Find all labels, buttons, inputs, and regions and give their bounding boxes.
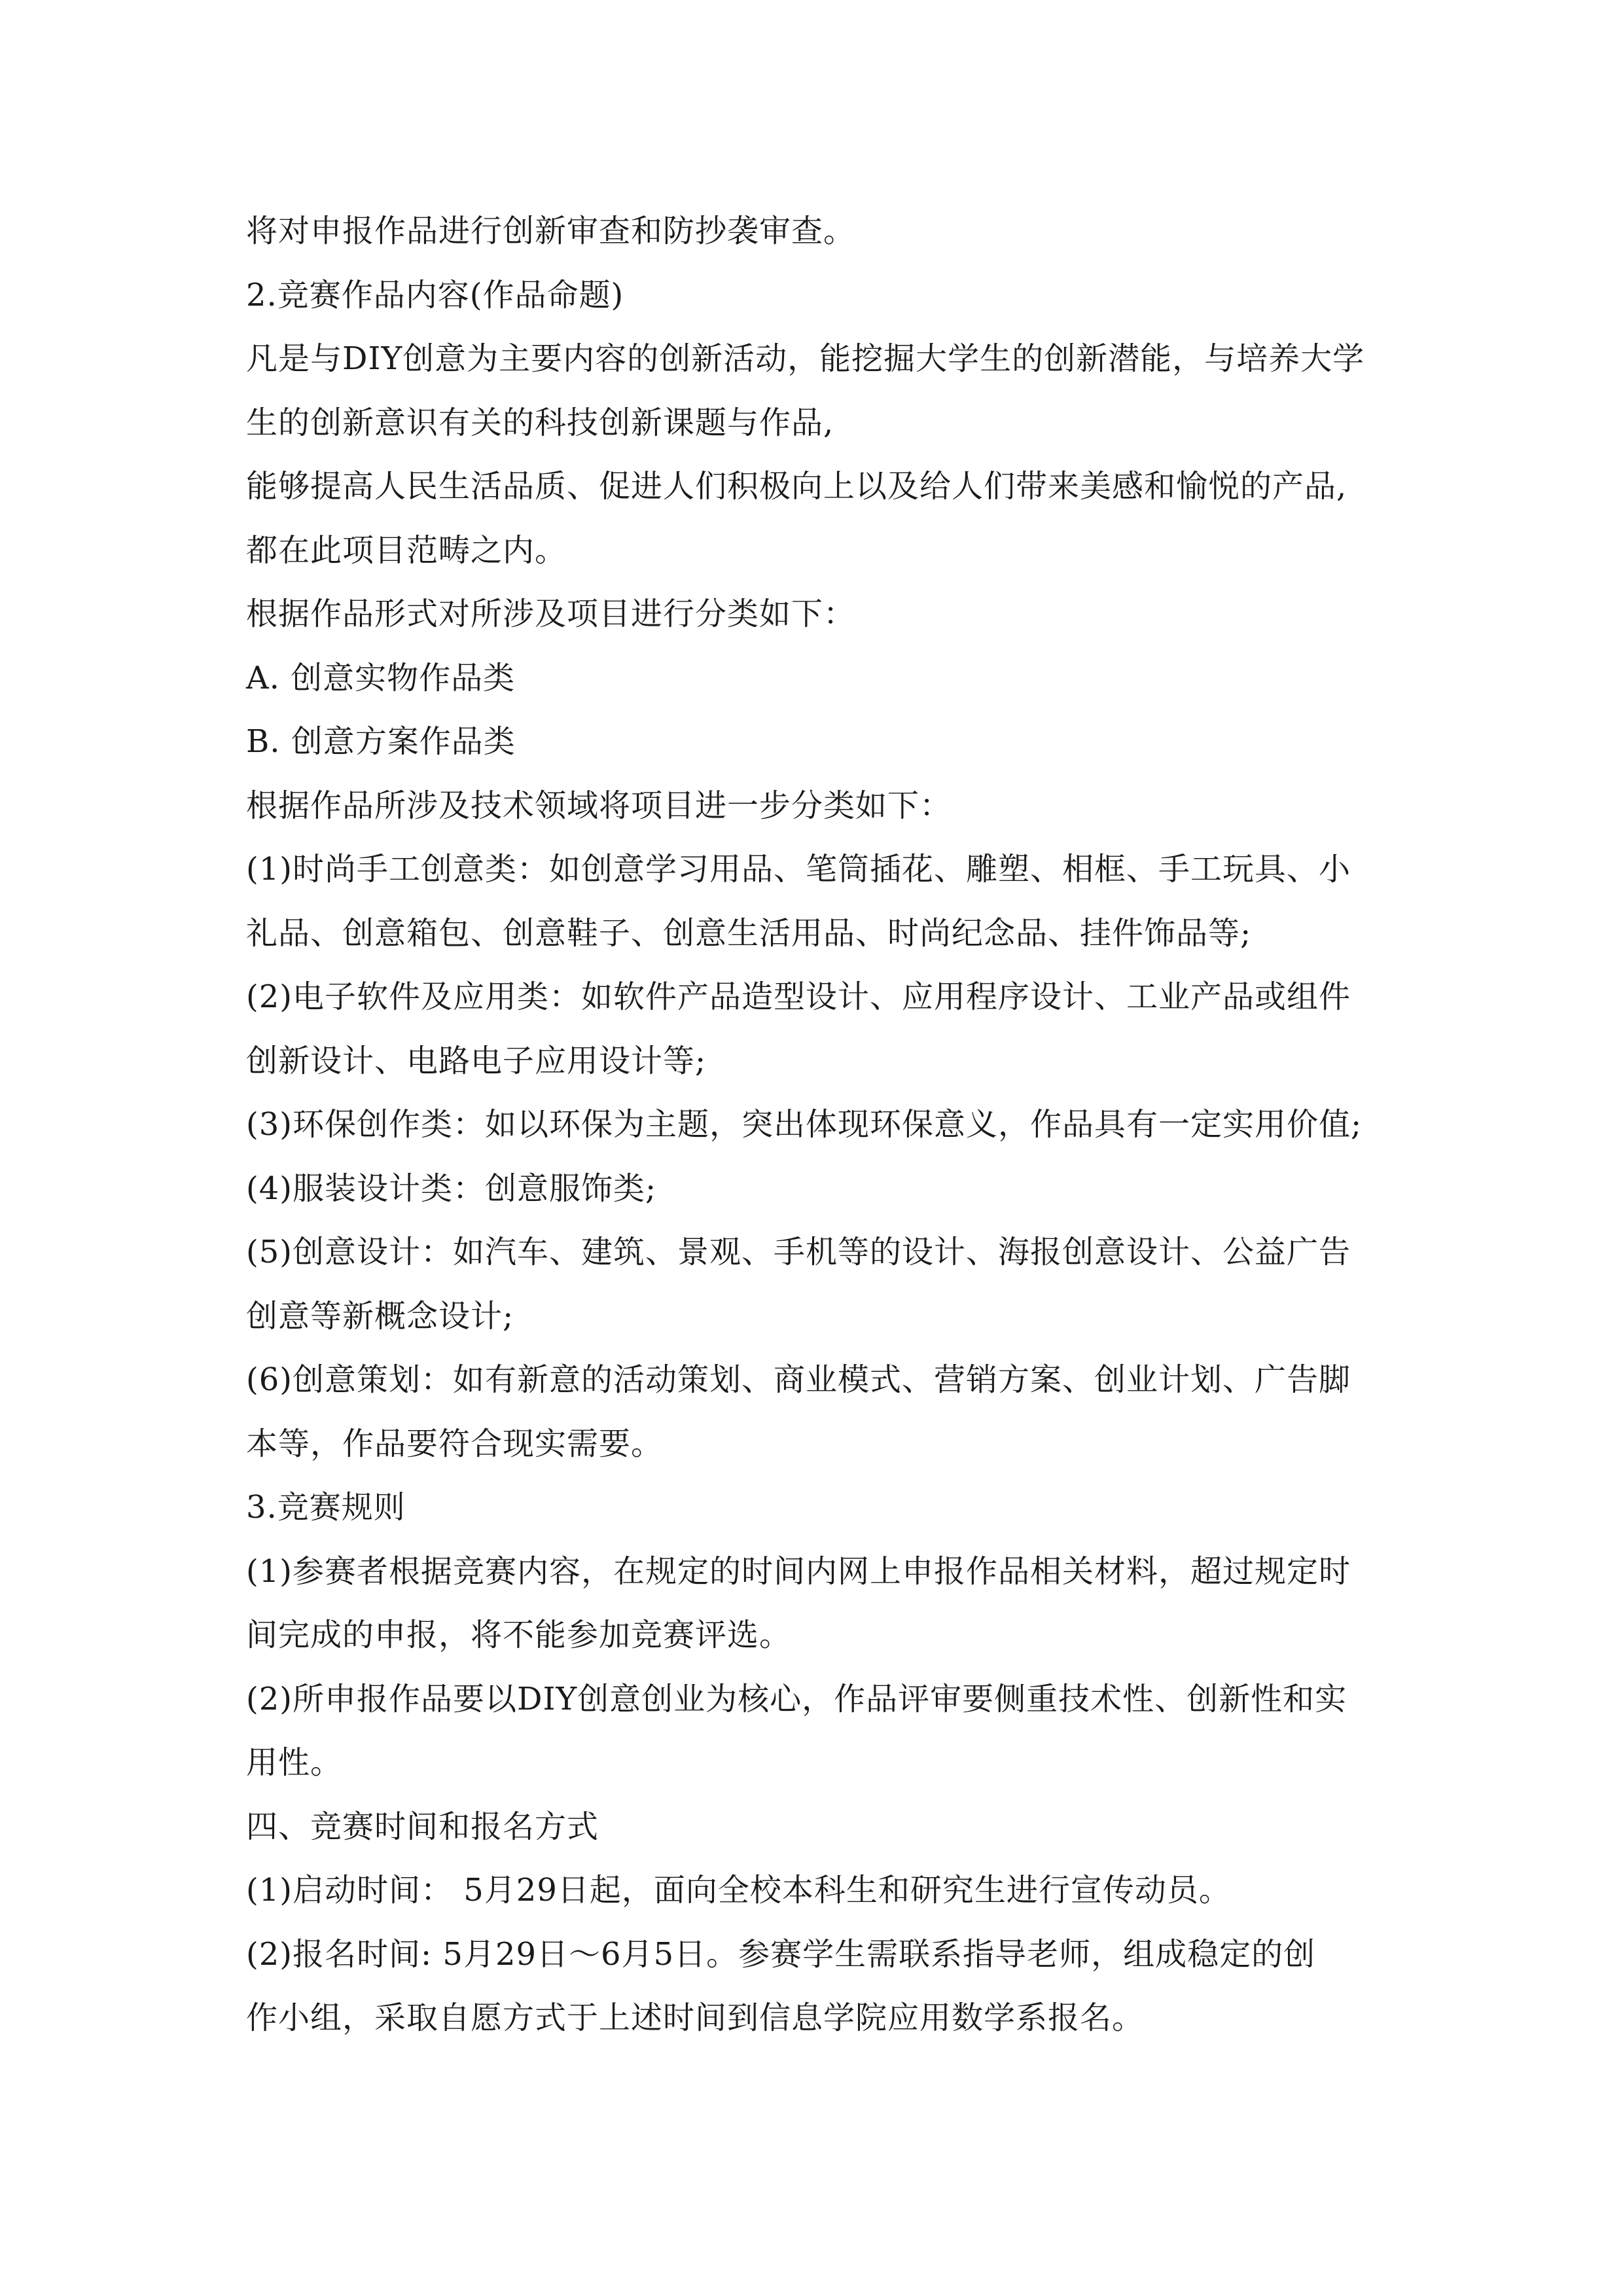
list-item: (1)启动时间： 5月29日起，面向全校本科生和研究生进行宣传动员。 bbox=[246, 1872, 1231, 1909]
list-item: (6)创意策划：如有新意的活动策划、商业模式、营销方案、创业计划、广告脚 bbox=[246, 1361, 1351, 1398]
paragraph-line: 将对申报作品进行创新审查和防抄袭审查。 bbox=[246, 213, 856, 249]
paragraph-line: 凡是与DIY创意为主要内容的创新活动，能挖掘大学生的创新潜能，与培养大学 bbox=[246, 340, 1365, 377]
list-item-continuation: 礼品、创意箱包、创意鞋子、创意生活用品、时尚纪念品、挂件饰品等; bbox=[246, 914, 1252, 952]
list-item-continuation: 间完成的申报，将不能参加竞赛评选。 bbox=[246, 1617, 792, 1653]
list-item: (2)电子软件及应用类：如软件产品造型设计、应用程序设计、工业产品或组件 bbox=[246, 978, 1351, 1015]
list-item-continuation: 创新设计、电路电子应用设计等; bbox=[246, 1042, 707, 1079]
list-item: (2)报名时间: 5月29日～6月5日。参赛学生需联系指导老师，组成稳定的创 bbox=[246, 1935, 1316, 1973]
section-heading: 2.竞赛作品内容(作品命题) bbox=[246, 276, 624, 314]
paragraph-line: 能够提高人民生活品质、促进人们积极向上以及给人们带来美感和愉悦的产品, bbox=[246, 468, 1347, 505]
list-item: (2)所申报作品要以DIY创意创业为核心，作品评审要侧重技术性、创新性和实 bbox=[246, 1680, 1347, 1717]
list-item: A. 创意实物作品类 bbox=[246, 659, 516, 696]
section-heading: 3.竞赛规则 bbox=[246, 1489, 406, 1526]
list-item: (1)时尚手工创意类：如创意学习用品、笔筒插花、雕塑、相框、手工玩具、小 bbox=[246, 851, 1351, 888]
list-item: (1)参赛者根据竞赛内容，在规定的时间内网上申报作品相关材料，超过规定时 bbox=[246, 1552, 1351, 1590]
document-body bbox=[246, 200, 1385, 2051]
paragraph-line: 都在此项目范畴之内。 bbox=[246, 531, 567, 569]
list-item-continuation: 用性。 bbox=[246, 1744, 343, 1781]
list-item-continuation: 作小组，采取自愿方式于上述时间到信息学院应用数学系报名。 bbox=[246, 2000, 1145, 2036]
paragraph-line: 根据作品形式对所涉及项目进行分类如下： bbox=[246, 596, 856, 632]
list-item: (3)环保创作类：如以环保为主题，突出体现环保意义，作品具有一定实用价值; bbox=[246, 1106, 1363, 1143]
section-heading: 四、竞赛时间和报名方式 bbox=[246, 1808, 599, 1845]
list-item: (4)服装设计类：创意服饰类; bbox=[246, 1170, 657, 1207]
list-item-continuation: 创意等新概念设计; bbox=[246, 1297, 514, 1335]
paragraph-line: 根据作品所涉及技术领域将项目进一步分类如下： bbox=[246, 787, 952, 824]
list-item: (5)创意设计：如汽车、建筑、景观、手机等的设计、海报创意设计、公益广告 bbox=[246, 1234, 1351, 1270]
list-item-continuation: 本等，作品要符合现实需要。 bbox=[246, 1425, 664, 1462]
list-item: B. 创意方案作品类 bbox=[246, 723, 516, 760]
paragraph-line: 生的创新意识有关的科技创新课题与作品, bbox=[246, 404, 834, 441]
